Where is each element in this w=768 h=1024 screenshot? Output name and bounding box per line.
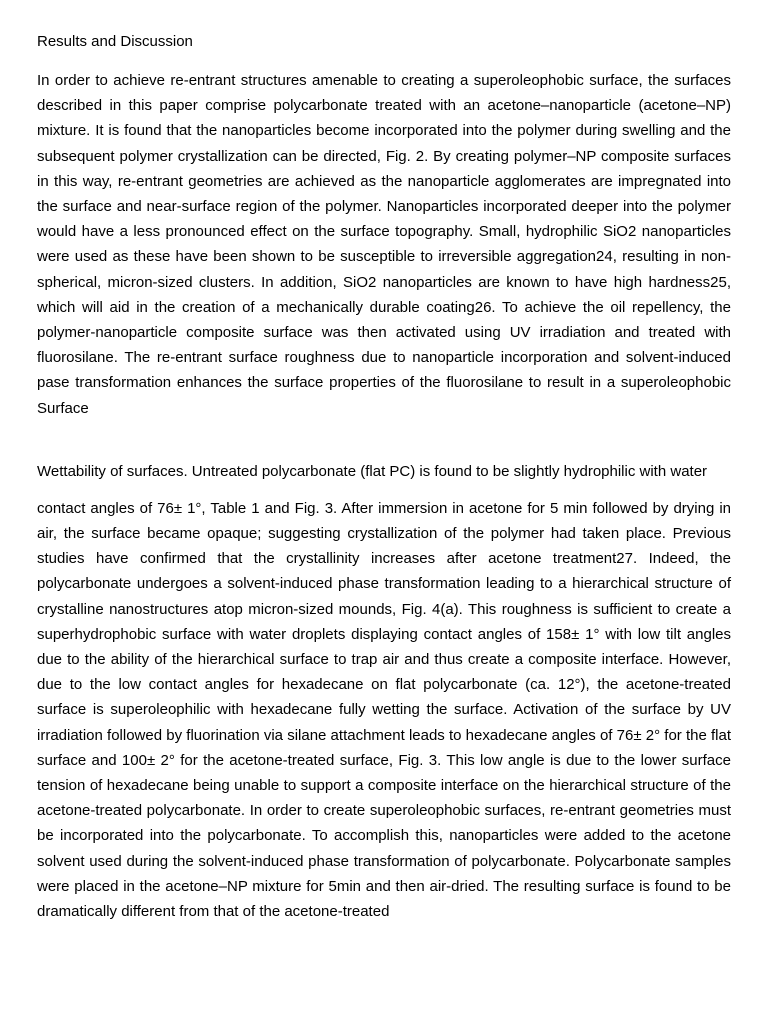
results-paragraph: In order to achieve re-entrant structures amenable to creating a superoleophobic surface, the surfaces described in this paper comprise polycarbonate treated with an acetone–nanoparticle (acetone–NP) mixture. It is found that the nanoparticles become incorporated into the polymer during swelling and the subsequent polymer crystallization can be directed, Fig. 2. By creating polymer–NP composite surfaces in this way, re-entrant geometries are achieved as the nanoparticle agglomerates are impregnated into the surface and near-surface region of the polymer. Nanoparticles incorporated deeper into the polymer would have a less pronounced effect on the surface topography. Small, hydrophilic SiO2 nanoparticles were used as these have been shown to be susceptible to irreversible aggregation24, resulting in non-spherical, micron-sized clusters. In addition, SiO2 nanoparticles are known to have high hardness25, which will aid in the creation of a mechanically durable coating26. To achieve the oil repellency, the polymer-nanoparticle composite surface was then activated using UV irradiation and treated with fluorosilane. The re-entrant surface roughness due to nanoparticle incorporation and solvent-induced pase transformation enhances the surface properties of the fluorosilane to result in a superoleophobic Surface [37,72,731,417]
wettability-lead-line: Wettability of surfaces. Untreated polycarbonate (flat PC) is found to be slightly hydrophilic with water [37,462,708,480]
wettability-paragraph: contact angles of 76± 1°, Table 1 and Fig. 3. After immersion in acetone for 5 min followed by drying in air, the surface became opaque; suggesting crystallization of the polymer had taken place. Previous studies have confirmed that the crystallinity increases after acetone treatment27. Indeed, the polycarbonate undergoes a solvent-induced phase transformation leading to a hierarchical structure of crystalline nanostructures atop micron-sized mounds, Fig. 4(a). This roughness is sufficient to create a superhydrophobic surface with water droplets displaying contact angles of 158± 1° with low tilt angles due to the ability of the hierarchical surface to trap air and thus create a composite interface. However, due to the low contact angles for hexadecane on flat polycarbonate (ca. 12°), the acetone-treated surface is superoleophilic with hexadecane fully wetting the surface. Activation of the surface by UV irradiation followed by fluorination via silane attachment leads to hexadecane angles of 76± 2° for the flat surface and 100± 2° for the acetone-treated surface, Fig. 3. This low angle is due to the lower surface tension of hexadecane being unable to support a composite interface on the hierarchical structure of the acetone-treated polycarbonate. In order to create superoleophobic surfaces, re-entrant geometries must be incorporated into the polycarbonate. To accomplish this, nanoparticles were added to the acetone solvent used during the solvent-induced phase transformation of polycarbonate. Polycarbonate samples were placed in the acetone–NP mixture for 5min and then air-dried. The resulting surface is found to be dramatically different from that of the acetone-treated [37,499,731,921]
section-heading: Results and Discussion [37,33,193,50]
section-spacer [37,421,731,463]
